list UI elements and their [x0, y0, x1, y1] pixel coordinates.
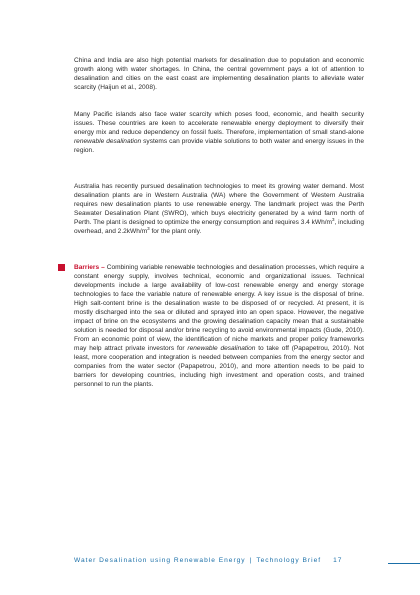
paragraph-text: Many Pacific islands also face water scarcity which poses food, economic, and health security issues. These countries are keen to accelerate renewable energy deployment to diversify their energy mix and reduce dependency on fossil fuels. Therefore, implementation of small stand-alone [74, 111, 364, 136]
square-bullet-icon [58, 264, 65, 271]
emphasis-text: renewable desalination [74, 138, 142, 145]
paragraph-text: to take off (Papapetrou, 2010). Not least, more cooperation and integration is needed between companies from the energy sector and companies from the water sector (Papapetrou, 2010), and more attention needs to be paid to barriers for developing countries, including high investment and operation costs, and trained personnel to run the plants. [74, 345, 364, 388]
emphasis-text: renewable desalination [187, 345, 256, 352]
footer-separator: | [249, 557, 253, 564]
paragraph-text: Australia has recently pursued desalination technologies to meet its growing water demand. Most desalination plants are in Western Australia (WA) where the Government of Western Australia requires new desalination plants to use renewable energy. The landmark project was the Perth Seawater Desalination Plant (SWRO), which buys electricity generated by a wind farm north of Perth. The plant is designed to optimize the energy consumption and requires 3.4 kWh/m [74, 183, 364, 226]
superscript: 3 [331, 216, 335, 222]
page-footer [74, 557, 342, 564]
paragraph-barriers [74, 263, 364, 389]
footer-title: Water Desalination using Renewable Energy [74, 557, 246, 564]
paragraph-text: Combining variable renewable technologies and desalination processes, which require a constant energy supply, involves technical, economic and organizational issues. Technical developments include a large availability of low-cost renewable energy and energy storage technologies to face the variable nature of renewable energy. A key issue is the disposal of brine. High salt-content brine is the desalination waste to be disposed of or recycled. At present, it is mostly discharged into the sea or diluted and sprayed into an open space. However, the negative impact of brine on the ecosystems and the growing desalination capacity mean that a sustainable solution is needed for disposal and/or brine recycling to avoid environmental impacts (Gude, 2010). From an economic point of view, the identification of niche markets and proper policy frameworks may help attract private investors for [74, 264, 364, 352]
paragraph-text: for the plant only. [149, 228, 202, 235]
superscript: 3 [147, 225, 150, 231]
page-number: 17 [333, 557, 343, 564]
paragraph-text: , including overhead, and 2.2kWh/m [74, 219, 364, 235]
barriers-label: Barriers – [74, 264, 105, 271]
paragraph-australia [74, 182, 364, 236]
footer-rule [388, 563, 420, 564]
paragraph-text: systems can provide viable solutions to both water and energy issues in the region. [74, 138, 364, 154]
footer-subtitle: Technology Brief [256, 557, 322, 564]
paragraph-pacific-islands [74, 110, 364, 155]
paragraph-china-india: China and India are also high potential markets for desalination due to population and economic growth along with water shortages. In China, the central government pays a lot of attention to desalination and cities on the east coast are implementing desalination plants to alleviate water scarcity (Haijun et al., 2008). [74, 57, 364, 91]
